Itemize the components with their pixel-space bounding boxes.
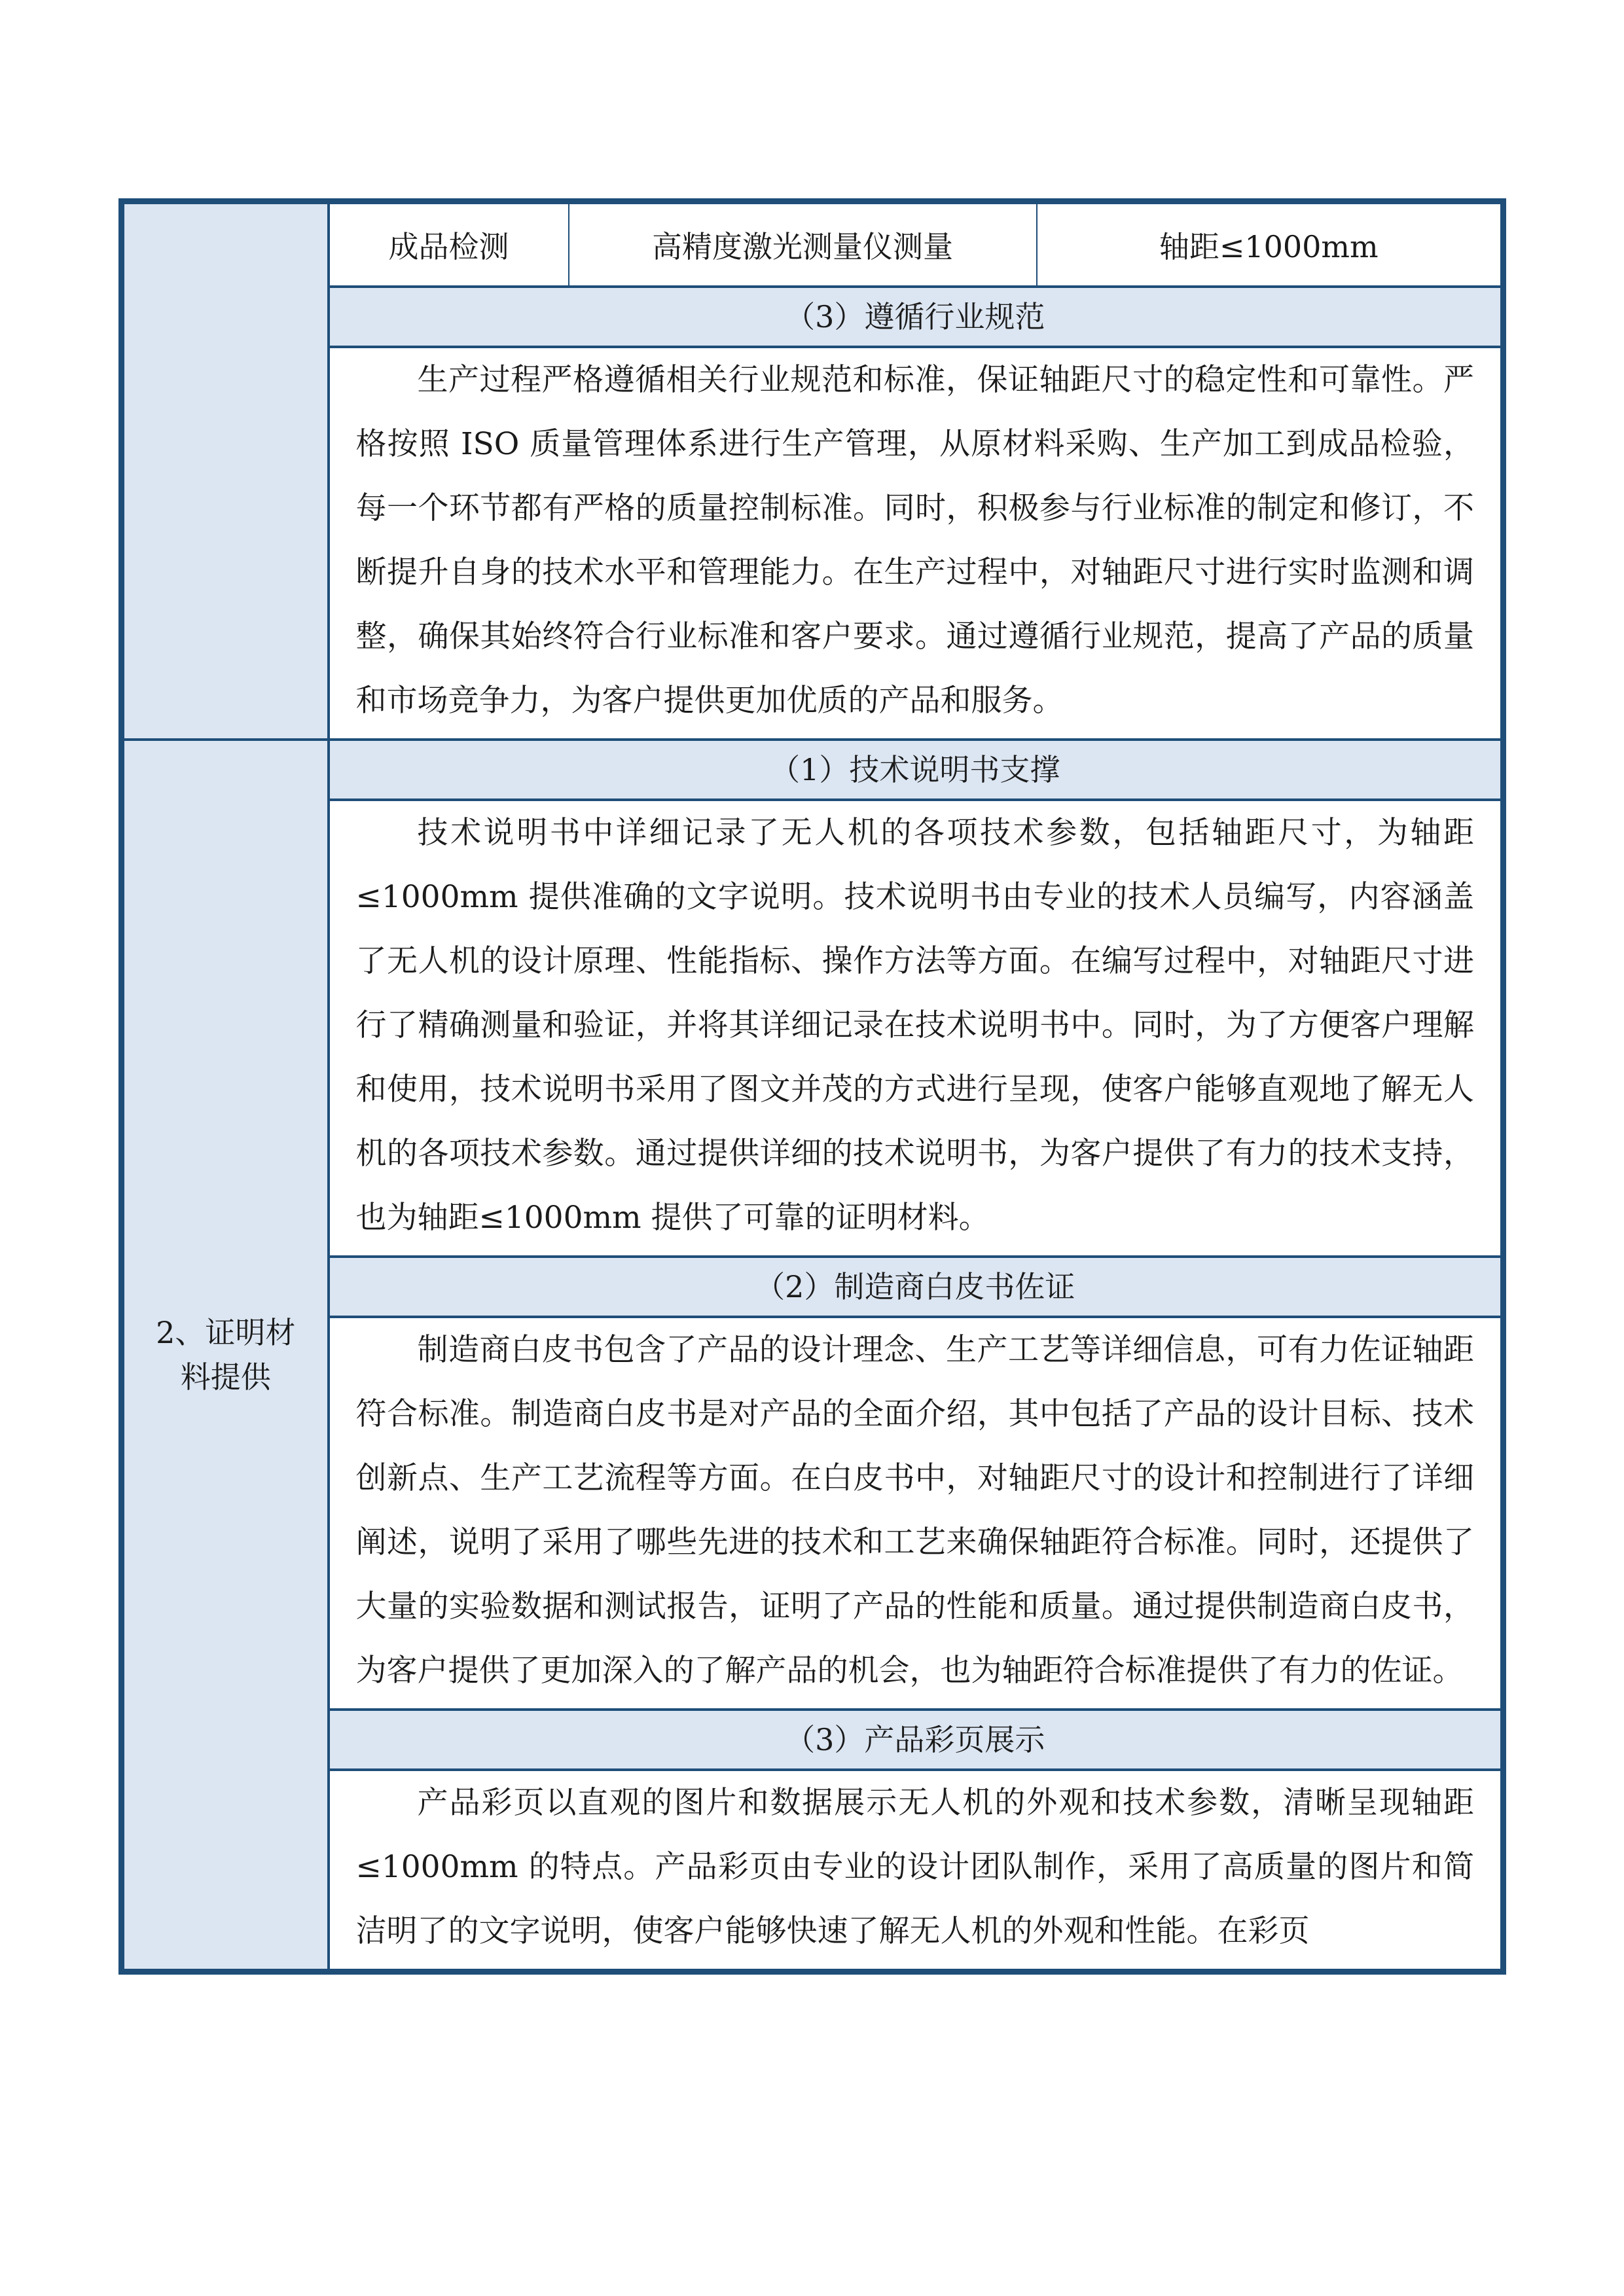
subheading-tech-manual: （1）技术说明书支撑 — [329, 740, 1504, 800]
section2-label-cell — [122, 740, 329, 1972]
inspection-stage: 成品检测 — [330, 204, 569, 285]
paragraph-tech-manual: 技术说明书中详细记录了无人机的各项技术参数，包括轴距尺寸，为轴距≤1000mm 提供准确的文字说明。技术说明书由专业的技术人员编写，内容涵盖了无人机的设计原理、性能指标、操作方法等方面。在编写过程中，对轴距尺寸进行了精确测量和验证，并将其详细记录在技术说明书中。同时，为了方便客户理解和使用，技术说明书采用了图文并茂的方式进行呈现，使客户能够直观地了解无人机的各项技术参数。通过提供详细的技术说明书，为客户提供了有力的技术支持，也为轴距≤1000mm 提供了可靠的证明材料。 — [329, 800, 1504, 1257]
paragraph-brochure: 产品彩页以直观的图片和数据展示无人机的外观和技术参数，清晰呈现轴距≤1000mm 的特点。产品彩页由专业的设计团队制作，采用了高质量的图片和简洁明了的文字说明，使客户能够快速了解无人机的外观和性能。在彩页 — [329, 1770, 1504, 1972]
document-table — [118, 198, 1506, 1975]
subheading-brochure: （3）产品彩页展示 — [329, 1710, 1504, 1770]
inspection-standard: 轴距≤1000mm — [1159, 229, 1379, 264]
paragraph-industry-norms: 生产过程严格遵循相关行业规范和标准，保证轴距尺寸的稳定性和可靠性。严格按照 ISO 质量管理体系进行生产管理，从原材料采购、生产加工到成品检验，每一个环节都有严格的质量控制标准。同时，积极参与行业标准的制定和修订，不断提升自身的技术水平和管理能力。在生产过程中，对轴距尺寸进行实时监测和调整，确保其始终符合行业标准和客户要求。通过遵循行业规范，提高了产品的质量和市场竞争力，为客户提供更加优质的产品和服务。 — [329, 347, 1504, 740]
section2-label-line2: 料提供 — [180, 1359, 271, 1395]
paragraph-white-paper: 制造商白皮书包含了产品的设计理念、生产工艺等详细信息，可有力佐证轴距符合标准。制造商白皮书是对产品的全面介绍，其中包括了产品的设计目标、技术创新点、生产工艺流程等方面。在白皮书中，对轴距尺寸的设计和控制进行了详细阐述，说明了采用了哪些先进的技术和工艺来确保轴距符合标准。同时，还提供了大量的实验数据和测试报告，证明了产品的性能和质量。通过提供制造商白皮书，为客户提供了更加深入的了解产品的机会，也为轴距符合标准提供了有力的佐证。 — [329, 1317, 1504, 1710]
subheading-white-paper: （2）制造商白皮书佐证 — [329, 1257, 1504, 1317]
inspection-row-cell — [329, 202, 1504, 287]
section2-label-line1: 2、证明材 — [156, 1315, 296, 1350]
subheading-industry-norms: （3）遵循行业规范 — [329, 287, 1504, 347]
inspection-method: 高精度激光测量仪测量 — [569, 204, 1037, 285]
section1-label-cell — [122, 202, 329, 740]
inspection-row-table — [330, 204, 1501, 285]
